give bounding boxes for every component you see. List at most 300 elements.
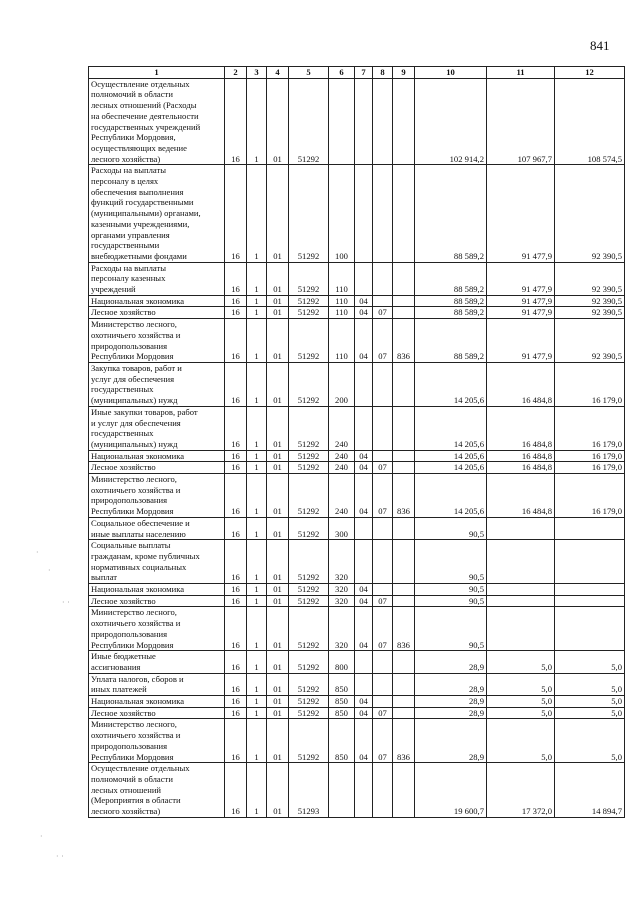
amount-cell: 16 179,0	[555, 474, 625, 518]
code-cell	[373, 406, 393, 450]
amount-cell: 88 589,2	[415, 319, 487, 363]
amount-cell: 88 589,2	[415, 295, 487, 307]
code-cell	[393, 450, 415, 462]
code-cell	[373, 540, 393, 584]
amount-cell: 28,9	[415, 673, 487, 695]
code-cell	[393, 584, 415, 596]
code-cell: 16	[225, 763, 247, 818]
code-cell	[355, 540, 373, 584]
amount-cell: 92 390,5	[555, 319, 625, 363]
amount-cell: 28,9	[415, 696, 487, 708]
code-cell	[355, 406, 373, 450]
code-cell: 1	[247, 673, 267, 695]
code-cell: 16	[225, 673, 247, 695]
code-cell: 16	[225, 707, 247, 719]
row-description: Министерство лесного, охотничьего хозяйства и природопользования Республики Мордовия	[89, 607, 225, 651]
code-cell: 01	[267, 307, 289, 319]
scan-mark: ·	[40, 832, 43, 841]
code-cell: 850	[329, 696, 355, 708]
code-cell: 51292	[289, 78, 329, 165]
amount-cell: 5,0	[555, 651, 625, 673]
amount-cell: 91 477,9	[487, 319, 555, 363]
code-cell: 1	[247, 406, 267, 450]
code-cell: 1	[247, 165, 267, 262]
table-body	[89, 78, 625, 817]
amount-cell: 5,0	[487, 707, 555, 719]
amount-cell: 90,5	[415, 584, 487, 596]
code-cell	[373, 517, 393, 539]
amount-cell: 5,0	[555, 707, 625, 719]
code-cell	[355, 673, 373, 695]
row-description: Национальная экономика	[89, 696, 225, 708]
code-cell	[373, 450, 393, 462]
code-cell: 51292	[289, 307, 329, 319]
row-description: Иные закупки товаров, работ и услуг для обеспечения государственных (муниципальных) нужд	[89, 406, 225, 450]
amount-cell: 16 484,8	[487, 406, 555, 450]
code-cell	[329, 763, 355, 818]
table-row	[89, 595, 625, 607]
code-cell: 16	[225, 595, 247, 607]
table-row	[89, 707, 625, 719]
code-cell: 51292	[289, 707, 329, 719]
code-cell: 16	[225, 450, 247, 462]
code-cell: 240	[329, 406, 355, 450]
table-row	[89, 78, 625, 165]
row-description: Национальная экономика	[89, 584, 225, 596]
amount-cell	[555, 607, 625, 651]
code-cell: 1	[247, 362, 267, 406]
code-cell: 51292	[289, 462, 329, 474]
amount-cell: 16 179,0	[555, 450, 625, 462]
code-cell	[373, 763, 393, 818]
amount-cell: 19 600,7	[415, 763, 487, 818]
column-header-12: 12	[555, 67, 625, 79]
amount-cell	[487, 595, 555, 607]
table-row	[89, 295, 625, 307]
code-cell: 04	[355, 584, 373, 596]
code-cell: 16	[225, 165, 247, 262]
row-description: Лесное хозяйство	[89, 307, 225, 319]
code-cell	[393, 78, 415, 165]
code-cell	[373, 362, 393, 406]
code-cell: 850	[329, 719, 355, 763]
table-row	[89, 517, 625, 539]
code-cell	[355, 362, 373, 406]
row-description: Министерство лесного, охотничьего хозяйства и природопользования Республики Мордовия	[89, 319, 225, 363]
amount-cell: 14 205,6	[415, 362, 487, 406]
row-description: Осуществление отдельных полномочий в области лесных отношений (Мероприятия в области лесного хозяйства)	[89, 763, 225, 818]
code-cell	[393, 307, 415, 319]
code-cell: 01	[267, 474, 289, 518]
code-cell: 04	[355, 295, 373, 307]
table-row	[89, 540, 625, 584]
amount-cell: 102 914,2	[415, 78, 487, 165]
amount-cell: 16 179,0	[555, 362, 625, 406]
amount-cell: 88 589,2	[415, 165, 487, 262]
code-cell: 01	[267, 707, 289, 719]
code-cell	[373, 673, 393, 695]
page-number: 841	[590, 38, 610, 53]
code-cell	[373, 262, 393, 295]
code-cell	[393, 696, 415, 708]
code-cell: 836	[393, 474, 415, 518]
amount-cell: 28,9	[415, 707, 487, 719]
amount-cell: 90,5	[415, 607, 487, 651]
code-cell: 01	[267, 362, 289, 406]
code-cell: 1	[247, 319, 267, 363]
table-row	[89, 474, 625, 518]
code-cell: 01	[267, 607, 289, 651]
code-cell: 240	[329, 462, 355, 474]
code-cell: 1	[247, 763, 267, 818]
code-cell: 100	[329, 165, 355, 262]
row-description: Лесное хозяйство	[89, 707, 225, 719]
amount-cell: 107 967,7	[487, 78, 555, 165]
scan-mark: ·	[48, 566, 51, 575]
code-cell: 51292	[289, 540, 329, 584]
amount-cell: 5,0	[487, 651, 555, 673]
code-cell: 07	[373, 474, 393, 518]
code-cell: 110	[329, 307, 355, 319]
code-cell: 51292	[289, 651, 329, 673]
code-cell: 240	[329, 450, 355, 462]
code-cell	[355, 165, 373, 262]
code-cell: 16	[225, 719, 247, 763]
code-cell: 1	[247, 262, 267, 295]
code-cell	[393, 362, 415, 406]
amount-cell: 91 477,9	[487, 307, 555, 319]
code-cell: 51292	[289, 673, 329, 695]
code-cell: 1	[247, 295, 267, 307]
code-cell: 04	[355, 707, 373, 719]
amount-cell: 14 205,6	[415, 462, 487, 474]
code-cell: 16	[225, 262, 247, 295]
code-cell: 07	[373, 307, 393, 319]
code-cell: 320	[329, 607, 355, 651]
amount-cell: 16 484,8	[487, 462, 555, 474]
code-cell: 07	[373, 707, 393, 719]
code-cell	[355, 262, 373, 295]
amount-cell: 88 589,2	[415, 307, 487, 319]
row-description: Иные бюджетные ассигнования	[89, 651, 225, 673]
code-cell: 01	[267, 406, 289, 450]
column-header-4: 4	[267, 67, 289, 79]
table-row	[89, 584, 625, 596]
code-cell	[373, 295, 393, 307]
amount-cell: 14 894,7	[555, 763, 625, 818]
code-cell: 16	[225, 607, 247, 651]
code-cell: 07	[373, 595, 393, 607]
code-cell: 836	[393, 319, 415, 363]
code-cell	[393, 406, 415, 450]
scan-mark: · ·	[62, 598, 70, 607]
amount-cell: 28,9	[415, 651, 487, 673]
code-cell: 04	[355, 319, 373, 363]
code-cell	[393, 517, 415, 539]
amount-cell: 16 484,8	[487, 474, 555, 518]
code-cell: 07	[373, 319, 393, 363]
amount-cell: 108 574,5	[555, 78, 625, 165]
amount-cell	[555, 584, 625, 596]
code-cell: 01	[267, 165, 289, 262]
code-cell: 1	[247, 78, 267, 165]
amount-cell: 90,5	[415, 540, 487, 584]
amount-cell: 92 390,5	[555, 262, 625, 295]
code-cell	[355, 78, 373, 165]
code-cell: 51292	[289, 584, 329, 596]
table-row	[89, 696, 625, 708]
column-header-11: 11	[487, 67, 555, 79]
amount-cell	[487, 540, 555, 584]
code-cell: 01	[267, 719, 289, 763]
code-cell: 1	[247, 450, 267, 462]
column-header-10: 10	[415, 67, 487, 79]
amount-cell: 14 205,6	[415, 450, 487, 462]
code-cell: 51292	[289, 719, 329, 763]
table-row	[89, 406, 625, 450]
code-cell: 51292	[289, 262, 329, 295]
row-description: Осуществление отдельных полномочий в области лесных отношений (Расходы на обеспечение деятельности государственных учреждений Республики Мордовия, осуществляющих ведение лесного хозяйства)	[89, 78, 225, 165]
code-cell: 1	[247, 696, 267, 708]
code-cell	[355, 651, 373, 673]
table-row	[89, 763, 625, 818]
code-cell: 01	[267, 763, 289, 818]
code-cell: 01	[267, 295, 289, 307]
table-row	[89, 673, 625, 695]
amount-cell: 92 390,5	[555, 165, 625, 262]
code-cell: 16	[225, 474, 247, 518]
budget-table	[88, 66, 625, 818]
code-cell: 51292	[289, 165, 329, 262]
table-row	[89, 607, 625, 651]
code-cell: 836	[393, 719, 415, 763]
amount-cell: 28,9	[415, 719, 487, 763]
code-cell: 01	[267, 517, 289, 539]
code-cell: 01	[267, 595, 289, 607]
code-cell	[373, 584, 393, 596]
amount-cell: 5,0	[555, 673, 625, 695]
code-cell: 01	[267, 319, 289, 363]
code-cell: 51292	[289, 595, 329, 607]
amount-cell: 16 484,8	[487, 450, 555, 462]
code-cell: 16	[225, 651, 247, 673]
column-header-6: 6	[329, 67, 355, 79]
code-cell	[393, 165, 415, 262]
code-cell: 01	[267, 673, 289, 695]
code-cell: 1	[247, 651, 267, 673]
row-description: Национальная экономика	[89, 295, 225, 307]
code-cell: 1	[247, 462, 267, 474]
amount-cell: 5,0	[555, 719, 625, 763]
row-description: Закупка товаров, работ и услуг для обеспечения государственных (муниципальных) нужд	[89, 362, 225, 406]
code-cell: 01	[267, 262, 289, 295]
code-cell: 16	[225, 584, 247, 596]
amount-cell: 5,0	[555, 696, 625, 708]
code-cell	[329, 78, 355, 165]
code-cell: 110	[329, 295, 355, 307]
code-cell: 04	[355, 450, 373, 462]
row-description: Министерство лесного, охотничьего хозяйства и природопользования Республики Мордовия	[89, 474, 225, 518]
row-description: Социальные выплаты гражданам, кроме публичных нормативных социальных выплат	[89, 540, 225, 584]
scan-mark: ·	[36, 548, 39, 557]
code-cell: 320	[329, 584, 355, 596]
table-row	[89, 651, 625, 673]
code-cell: 04	[355, 474, 373, 518]
code-cell: 51292	[289, 295, 329, 307]
amount-cell: 17 372,0	[487, 763, 555, 818]
code-cell: 320	[329, 540, 355, 584]
column-header-5: 5	[289, 67, 329, 79]
code-cell: 200	[329, 362, 355, 406]
code-cell: 01	[267, 450, 289, 462]
code-cell	[373, 651, 393, 673]
code-cell: 300	[329, 517, 355, 539]
amount-cell	[555, 595, 625, 607]
code-cell: 16	[225, 540, 247, 584]
amount-cell: 90,5	[415, 595, 487, 607]
code-cell: 16	[225, 696, 247, 708]
code-cell	[393, 651, 415, 673]
code-cell: 01	[267, 540, 289, 584]
code-cell: 1	[247, 540, 267, 584]
amount-cell: 5,0	[487, 696, 555, 708]
code-cell: 01	[267, 584, 289, 596]
code-cell: 01	[267, 78, 289, 165]
code-cell: 1	[247, 474, 267, 518]
row-description: Национальная экономика	[89, 450, 225, 462]
code-cell: 16	[225, 462, 247, 474]
code-cell: 1	[247, 307, 267, 319]
table-row	[89, 262, 625, 295]
table-row	[89, 462, 625, 474]
code-cell: 51292	[289, 517, 329, 539]
code-cell: 16	[225, 319, 247, 363]
code-cell: 51292	[289, 450, 329, 462]
code-cell: 16	[225, 78, 247, 165]
amount-cell	[487, 607, 555, 651]
code-cell: 07	[373, 462, 393, 474]
code-cell	[393, 540, 415, 584]
amount-cell: 5,0	[487, 673, 555, 695]
amount-cell: 91 477,9	[487, 262, 555, 295]
code-cell: 04	[355, 719, 373, 763]
code-cell: 850	[329, 707, 355, 719]
code-cell	[393, 462, 415, 474]
code-cell: 1	[247, 517, 267, 539]
row-description: Министерство лесного, охотничьего хозяйства и природопользования Республики Мордовия	[89, 719, 225, 763]
row-description: Расходы на выплаты персоналу в целях обеспечения выполнения функций государственными (муниципальными) органами, казенными учреждениями, органами управления государственными внебюджетными фондами	[89, 165, 225, 262]
code-cell: 110	[329, 319, 355, 363]
code-cell	[355, 763, 373, 818]
code-cell: 07	[373, 607, 393, 651]
code-cell: 01	[267, 462, 289, 474]
amount-cell: 92 390,5	[555, 295, 625, 307]
amount-cell: 14 205,6	[415, 474, 487, 518]
column-header-3: 3	[247, 67, 267, 79]
code-cell: 16	[225, 362, 247, 406]
amount-cell: 91 477,9	[487, 295, 555, 307]
code-cell	[393, 595, 415, 607]
code-cell: 01	[267, 696, 289, 708]
amount-cell	[555, 517, 625, 539]
code-cell: 51292	[289, 362, 329, 406]
amount-cell	[487, 517, 555, 539]
amount-cell	[555, 540, 625, 584]
header-row	[89, 67, 625, 79]
code-cell	[373, 165, 393, 262]
code-cell	[373, 78, 393, 165]
row-description: Социальное обеспечение и иные выплаты населению	[89, 517, 225, 539]
code-cell: 110	[329, 262, 355, 295]
code-cell: 51293	[289, 763, 329, 818]
column-header-1: 1	[89, 67, 225, 79]
code-cell: 836	[393, 607, 415, 651]
code-cell: 51292	[289, 406, 329, 450]
code-cell: 1	[247, 607, 267, 651]
code-cell: 04	[355, 607, 373, 651]
amount-cell	[487, 584, 555, 596]
code-cell: 51292	[289, 607, 329, 651]
amount-cell: 14 205,6	[415, 406, 487, 450]
row-description: Лесное хозяйство	[89, 462, 225, 474]
code-cell: 16	[225, 307, 247, 319]
code-cell: 240	[329, 474, 355, 518]
code-cell	[373, 696, 393, 708]
code-cell	[393, 262, 415, 295]
amount-cell: 16 484,8	[487, 362, 555, 406]
row-description: Уплата налогов, сборов и иных платежей	[89, 673, 225, 695]
code-cell: 04	[355, 696, 373, 708]
code-cell	[393, 673, 415, 695]
code-cell: 1	[247, 707, 267, 719]
amount-cell: 16 179,0	[555, 462, 625, 474]
amount-cell: 5,0	[487, 719, 555, 763]
column-header-2: 2	[225, 67, 247, 79]
code-cell: 1	[247, 595, 267, 607]
table-row	[89, 362, 625, 406]
code-cell: 51292	[289, 474, 329, 518]
code-cell: 07	[373, 719, 393, 763]
row-description: Расходы на выплаты персоналу казенных учреждений	[89, 262, 225, 295]
code-cell: 1	[247, 584, 267, 596]
code-cell: 04	[355, 462, 373, 474]
code-cell	[393, 707, 415, 719]
amount-cell: 91 477,9	[487, 165, 555, 262]
code-cell	[393, 763, 415, 818]
code-cell: 16	[225, 517, 247, 539]
amount-cell: 16 179,0	[555, 406, 625, 450]
code-cell: 04	[355, 595, 373, 607]
column-header-8: 8	[373, 67, 393, 79]
table-row	[89, 450, 625, 462]
scan-mark: · ·	[56, 852, 64, 861]
code-cell: 51292	[289, 696, 329, 708]
row-description: Лесное хозяйство	[89, 595, 225, 607]
amount-cell: 92 390,5	[555, 307, 625, 319]
code-cell: 1	[247, 719, 267, 763]
column-header-9: 9	[393, 67, 415, 79]
table-row	[89, 165, 625, 262]
code-cell: 04	[355, 307, 373, 319]
code-cell: 320	[329, 595, 355, 607]
table-row	[89, 307, 625, 319]
amount-cell: 88 589,2	[415, 262, 487, 295]
code-cell	[355, 517, 373, 539]
amount-cell: 90,5	[415, 517, 487, 539]
code-cell: 850	[329, 673, 355, 695]
column-header-7: 7	[355, 67, 373, 79]
code-cell: 16	[225, 295, 247, 307]
